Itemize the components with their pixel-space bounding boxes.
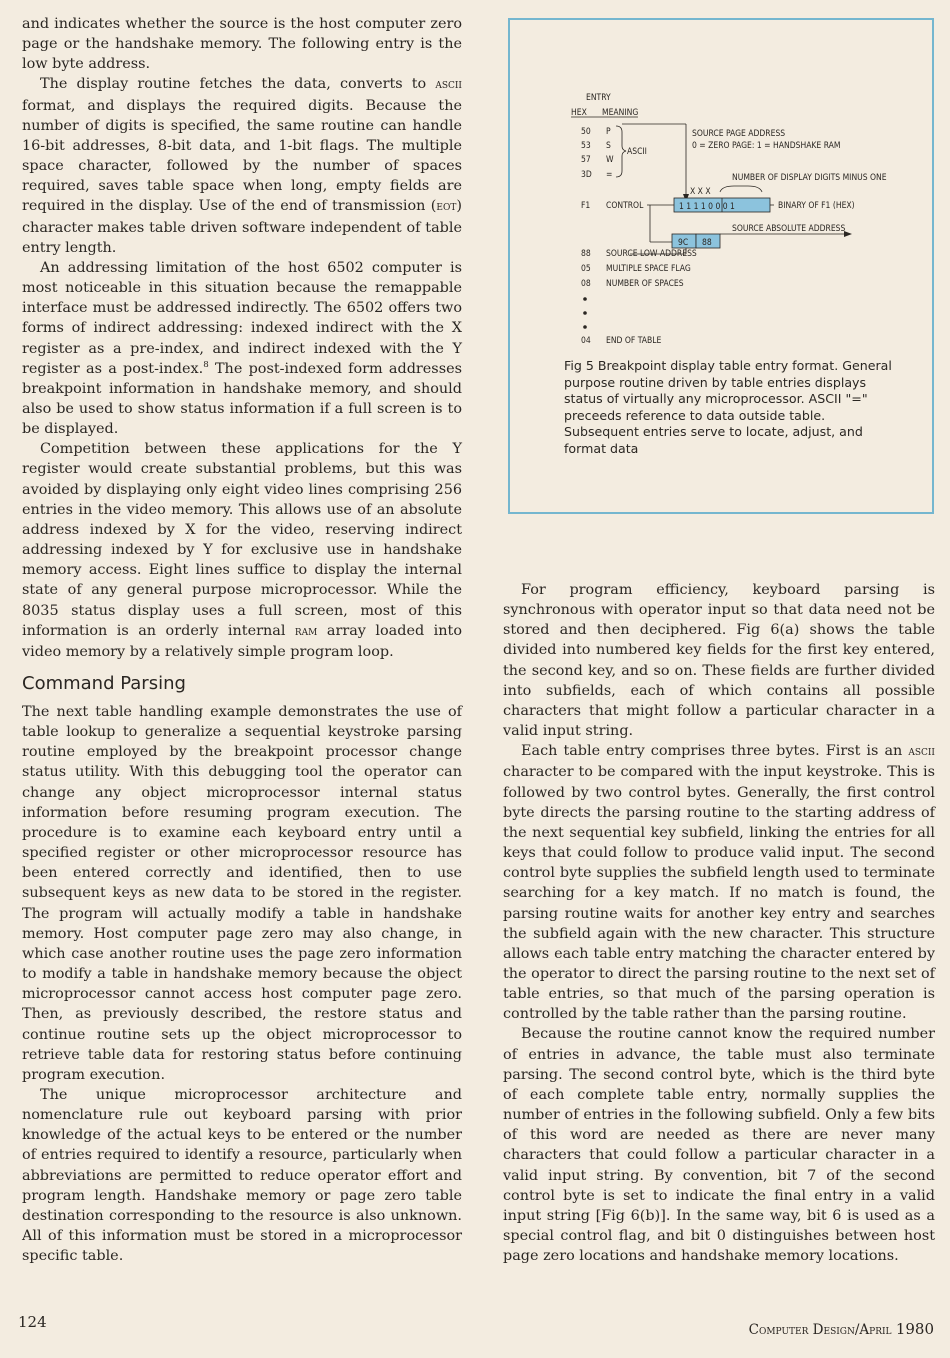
address-low: 88 bbox=[702, 238, 712, 248]
ascii-label: ASCII bbox=[627, 147, 647, 157]
paragraph: and indicates whether the source is the host computer zero page or the handshake memory. The following entry is the low byte address. bbox=[22, 16, 462, 73]
control-bits: 1 1 1 1 0 0 0 1 bbox=[679, 202, 735, 212]
meaning-header: MEANING bbox=[602, 108, 639, 118]
page-number: 124 bbox=[18, 1313, 47, 1331]
hex-header: HEX bbox=[571, 108, 587, 118]
row-meaning: NUMBER OF SPACES bbox=[606, 279, 684, 289]
paragraph: For program efficiency, keyboard parsing is synchronous with operator input so that data need not be stored and then deciphered. Fig 6(a) shows the table divided into numbered key fields for the first key entered, the second key, and so on. These fields are further divided into subfields, each of which contains all possible characters that might follow a particular character in a valid input string. bbox=[503, 582, 935, 740]
entry-header: ENTRY bbox=[586, 93, 611, 103]
figure-5 bbox=[508, 18, 934, 514]
row-hex: F1 bbox=[581, 201, 591, 211]
row-meaning: CONTROL bbox=[606, 201, 644, 211]
table-entry-diagram bbox=[510, 20, 932, 360]
paragraph: The unique microprocessor architecture and nomenclature rule out keyboard parsing with prior knowledge of the actual keys to be entered or the number of entries required to identify a resource, particularly when abbreviations are permitted to reduce operator effort and program length. Handshake memory or page zero table destination corresponding to the resource is also unknown. All of this information must be stored in a microprocessor specific table. bbox=[22, 1086, 462, 1265]
figure-caption: Fig 5 Breakpoint display table entry format. General purpose routine driven by table entries displays status of virtually any microprocessor. ASCII "=" preceeds reference to data outside table. Subsequent entries serve to locate, adjust, and format data bbox=[564, 358, 892, 456]
row-meaning: S bbox=[606, 141, 611, 151]
row-hex: 3D bbox=[581, 170, 592, 180]
continuation-dot bbox=[583, 311, 587, 315]
row-meaning: END OF TABLE bbox=[606, 336, 662, 346]
paragraph: The display routine fetches the data, converts to ascii format, and displays the required digits. Because the number of digits is specified, the same routine can handle 16-bit addresses, 8-bit data, and 1-bit flags. The multiple space character, followed by the number of spaces required, saves table space when long, empty fields are required in the display. Use of the end of transmission (eot) character makes table driven software independent of table entry length. bbox=[22, 76, 462, 256]
row-hex: 57 bbox=[581, 155, 591, 165]
binary-label: BINARY OF F1 (HEX) bbox=[778, 201, 855, 211]
row-hex: 04 bbox=[581, 336, 591, 346]
zero-page-label: 0 = ZERO PAGE: 1 = HANDSHAKE RAM bbox=[692, 141, 841, 151]
paragraph: Competition between these applications for the Y register would create substantial problems, but this was avoided by displaying only eight video lines comprising 256 entries in the video memory. This allows use of an absolute address indexed by X for the video, reserving indirect addressing indexed by Y for exclusive use in handshake memory access. Eight lines suffice to display the internal state of any general purpose microprocessor. While the 8035 status display uses a full screen, most of this information is an orderly internal ram array loaded into video memory by a relatively simple program loop. bbox=[22, 441, 462, 660]
row-meaning: P bbox=[606, 127, 611, 137]
running-footer bbox=[749, 1320, 934, 1338]
left-column bbox=[22, 14, 462, 1266]
absolute-address-label: SOURCE ABSOLUTE ADDRESS bbox=[732, 224, 846, 234]
section-heading: Command Parsing bbox=[22, 673, 186, 694]
paragraph: The next table handling example demonstrates the use of table lookup to generalize a sequential keystroke parsing routine employed by the breakpoint processor change status utility. With this debugging tool the operator can change any object microprocessor internal status information before resuming program execution. The procedure is to examine each keyboard entry until a specified register or other microprocessor resource has been entered correctly and identified, then to use subsequent keys as new data to be stored in the register. The program will actually modify a table in handshake memory. Host computer page zero may also change, in which case another routine uses the page zero information to modify a table in handshake memory because the object microprocessor cannot access host computer page zero. Then, as previously described, the restore status and continue routine sets up the object microprocessor to retrieve table data for restoring status before continuing program execution. bbox=[22, 704, 462, 1083]
row-hex: 53 bbox=[581, 141, 591, 151]
source-page-label: SOURCE PAGE ADDRESS bbox=[692, 129, 786, 139]
row-hex: 08 bbox=[581, 279, 591, 289]
right-column bbox=[503, 580, 935, 1266]
row-hex: 05 bbox=[581, 264, 591, 274]
magazine-issue: Computer Design/April bbox=[748, 1322, 892, 1338]
row-hex: 88 bbox=[581, 249, 591, 259]
issue-year: 1980 bbox=[895, 1320, 934, 1338]
row-meaning: SOURCE LOW ADDRESS bbox=[606, 249, 697, 259]
address-high: 9C bbox=[678, 238, 689, 248]
row-meaning: W bbox=[606, 155, 614, 165]
row-hex: 50 bbox=[581, 127, 591, 137]
paragraph: Because the routine cannot know the required number of entries in advance, the table must also terminate parsing. The second control byte, which is the third byte of each complete table entry, normally supplies the number of entries in the following subfield. Only a few bits of this word are needed as there are never many characters that could follow a particular character in a valid input string. By convention, bit 7 of the second control byte is set to indicate the final entry in a valid input string [Fig 6(b)]. In the same way, bit 6 is used as a special control flag, and bit 0 distinguishes between host page zero locations and handshake memory locations. bbox=[503, 1026, 935, 1265]
paragraph: Each table entry comprises three bytes. First is an ascii character to be compared with the input keystroke. This is followed by two control bytes. Generally, the first control byte directs the parsing routine to the starting address of the next sequential key subfield, linking the entries for all keys that could follow to produce valid input. The second control byte supplies the subfield length used to terminate searching for a key match. If no match is found, the parsing routine waits for another key entry and searches the subfield again with the new character. This structure allows each table entry matching the character entered by the operator to direct the parsing routine to the next set of table entries, so that much of the parsing operation is controlled by the table rather than the parsing routine. bbox=[503, 743, 935, 1023]
reference-mark: 8 bbox=[203, 359, 209, 370]
paragraph: An addressing limitation of the host 6502 computer is most noticeable in this situation because the remappable interface must be addressed indirectly. The 6502 offers two forms of indirect addressing: indexed indirect with the X register as a pre-index, and indirect indexed with the Y register as a post-index.$^8$ The post-indexed form addresses breakpoint information in handshake memory, and should also be used to show status information if a full screen is to be displayed. bbox=[22, 259, 462, 438]
bit-xxx-label: X X X bbox=[690, 187, 711, 197]
continuation-dot bbox=[583, 325, 587, 329]
digits-label: NUMBER OF DISPLAY DIGITS MINUS ONE bbox=[732, 173, 887, 183]
row-meaning: = bbox=[606, 170, 613, 180]
row-meaning: MULTIPLE SPACE FLAG bbox=[606, 264, 691, 274]
continuation-dot bbox=[583, 297, 587, 301]
